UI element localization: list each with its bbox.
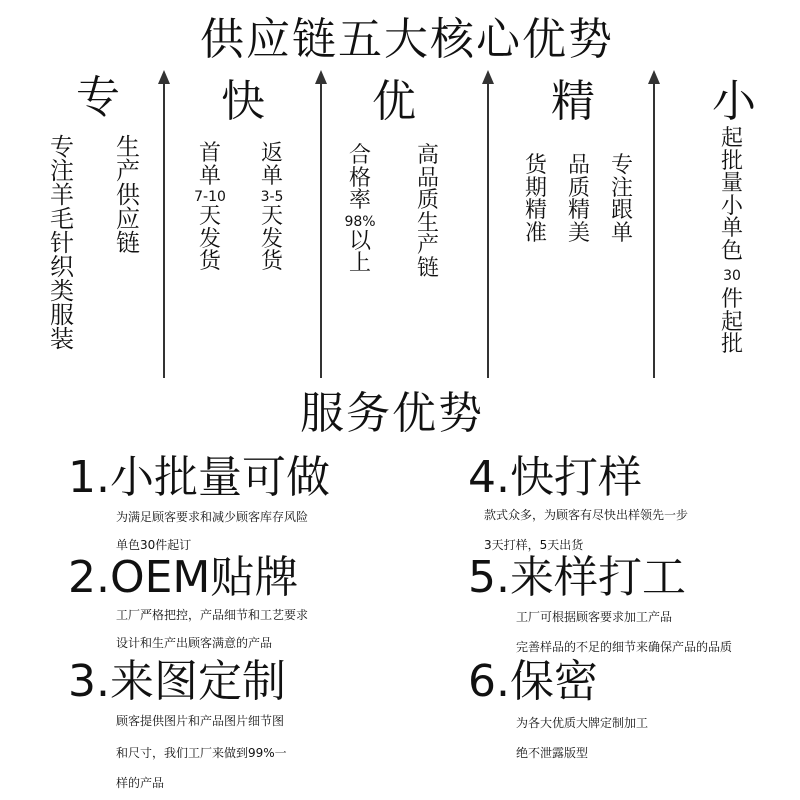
service-item-2-desc-2: 设计和生产出顾客满意的产品 [116,636,273,650]
vertical-char: 应 [116,205,140,233]
heading-you: 优 [372,76,416,127]
col-kuai-first-a [199,143,221,188]
col-jing-delivery [524,155,548,245]
vertical-char: 以 [348,228,371,254]
supply-chain-title: 供应链五大核心优势 [200,14,614,65]
vertical-char: 品 [567,153,590,178]
vertical-char: 期 [524,175,547,201]
vertical-char: 单 [610,220,633,246]
vertical-char: 上 [348,251,371,276]
vertical-char: 美 [567,220,590,246]
vertical-char: 链 [416,255,439,281]
service-item-1-desc-1: 为满足顾客要求和减少顾客库存风险 [116,510,309,524]
service-item-4-desc-1: 款式众多，为顾客有尽快出样领先一步 [484,508,689,522]
col-zhuan-line-1 [116,135,140,255]
service-item-4-desc-2: 3天打样，5天出货 [484,538,584,552]
vertical-char: 产 [116,157,140,185]
vertical-char: 供 [116,181,140,209]
vertical-char: 量 [720,171,743,196]
service-item-6-title: 6.保密 [468,656,598,707]
col-jing-quality [567,155,591,245]
col-kuai-return-a [261,143,283,188]
vertical-char: 小 [720,193,743,219]
vertical-char: 精 [567,198,590,223]
service-item-5-title: 5.来样打工 [468,552,686,603]
col-you-quality [416,145,440,280]
col-kuai-return-days: 3-5 [260,189,284,205]
heading-xiao: 小 [712,76,756,127]
vertical-char: 服 [50,301,74,329]
vertical-char: 返 [260,141,283,166]
divider-arrow-2 [320,82,322,378]
vertical-char: 毛 [50,205,74,233]
col-zhuan-line-2 [50,135,74,351]
service-item-1-title: 1.小批量可做 [68,452,330,503]
vertical-char: 链 [116,229,140,257]
divider-arrow-1 [163,82,165,378]
vertical-char: 类 [50,277,74,305]
col-kuai-first-b [199,206,221,274]
vertical-char: 天 [198,204,221,229]
divider-arrow-3 [487,82,489,378]
vertical-char: 合 [348,143,371,168]
vertical-char: 产 [416,233,439,258]
vertical-char: 质 [567,175,590,201]
vertical-char: 注 [610,175,633,201]
vertical-char: 织 [50,253,74,281]
service-item-6-desc-2: 绝不泄露版型 [516,746,589,760]
vertical-char: 质 [416,188,439,213]
vertical-char: 率 [348,188,371,213]
vertical-char: 批 [720,332,743,357]
service-item-4-title: 4.快打样 [468,452,642,503]
col-kuai-first-days: 7-10 [194,189,226,205]
vertical-char: 色 [720,238,743,264]
vertical-char: 批 [720,148,743,174]
vertical-char: 生 [116,133,140,161]
vertical-char: 羊 [50,181,74,209]
vertical-char: 单 [720,216,743,241]
col-xiao [712,128,752,357]
col-you-rate-value: 98% [344,213,376,230]
vertical-char: 高 [416,143,439,168]
vertical-char: 准 [524,220,547,246]
vertical-char: 格 [348,165,371,191]
col-you-rate-b [348,228,371,276]
service-item-3-desc-2: 和尺寸，我们工厂来做到99%一 [116,746,287,760]
service-item-1-desc-2: 单色30件起订 [116,538,192,552]
col-xiao-a [721,128,743,263]
vertical-char: 天 [260,204,283,229]
service-item-2-title: 2.OEM贴牌 [68,552,299,603]
vertical-char: 起 [720,126,743,151]
vertical-char: 发 [198,226,221,252]
vertical-char: 货 [524,153,547,178]
vertical-char: 起 [720,309,743,335]
col-kuai-return-b [261,206,283,274]
vertical-char: 货 [198,249,221,274]
heading-kuai: 快 [221,76,265,127]
service-item-3-desc-3: 样的产品 [116,776,165,790]
vertical-char: 装 [50,325,74,353]
col-you-rate [338,145,382,276]
vertical-char: 货 [260,249,283,274]
service-item-5-desc-2: 完善样品的不足的细节来确保产品的品质 [516,640,733,654]
heading-zhuan: 专 [76,72,120,123]
col-xiao-count: 30 [723,268,741,284]
vertical-char: 件 [720,287,743,312]
service-title: 服务优势 [300,388,484,439]
service-item-2-desc-1: 工厂严格把控，产品细节和工艺要求 [116,608,309,622]
vertical-char: 单 [198,163,221,189]
heading-jing: 精 [551,76,595,127]
col-xiao-b [721,289,743,357]
service-item-6-desc-1: 为各大优质大牌定制加工 [516,716,649,730]
service-item-3-title: 3.来图定制 [68,656,286,707]
col-you-rate-a [349,145,371,213]
vertical-char: 首 [198,141,221,166]
col-jing-followup [610,155,634,245]
vertical-char: 发 [260,226,283,252]
vertical-char: 单 [260,163,283,189]
service-item-5-desc-1: 工厂可根据顾客要求加工产品 [516,610,673,624]
divider-arrow-4 [653,82,655,378]
vertical-char: 专 [50,133,74,161]
vertical-char: 生 [416,210,439,236]
vertical-char: 专 [610,153,633,178]
vertical-char: 精 [524,198,547,223]
service-item-3-desc-1: 顾客提供图片和产品图片细节图 [116,714,285,728]
vertical-char: 跟 [610,198,633,223]
vertical-char: 品 [416,165,439,191]
vertical-char: 注 [50,157,74,185]
col-kuai-first [188,143,232,274]
vertical-char: 针 [50,229,74,257]
col-kuai-return [250,143,294,274]
